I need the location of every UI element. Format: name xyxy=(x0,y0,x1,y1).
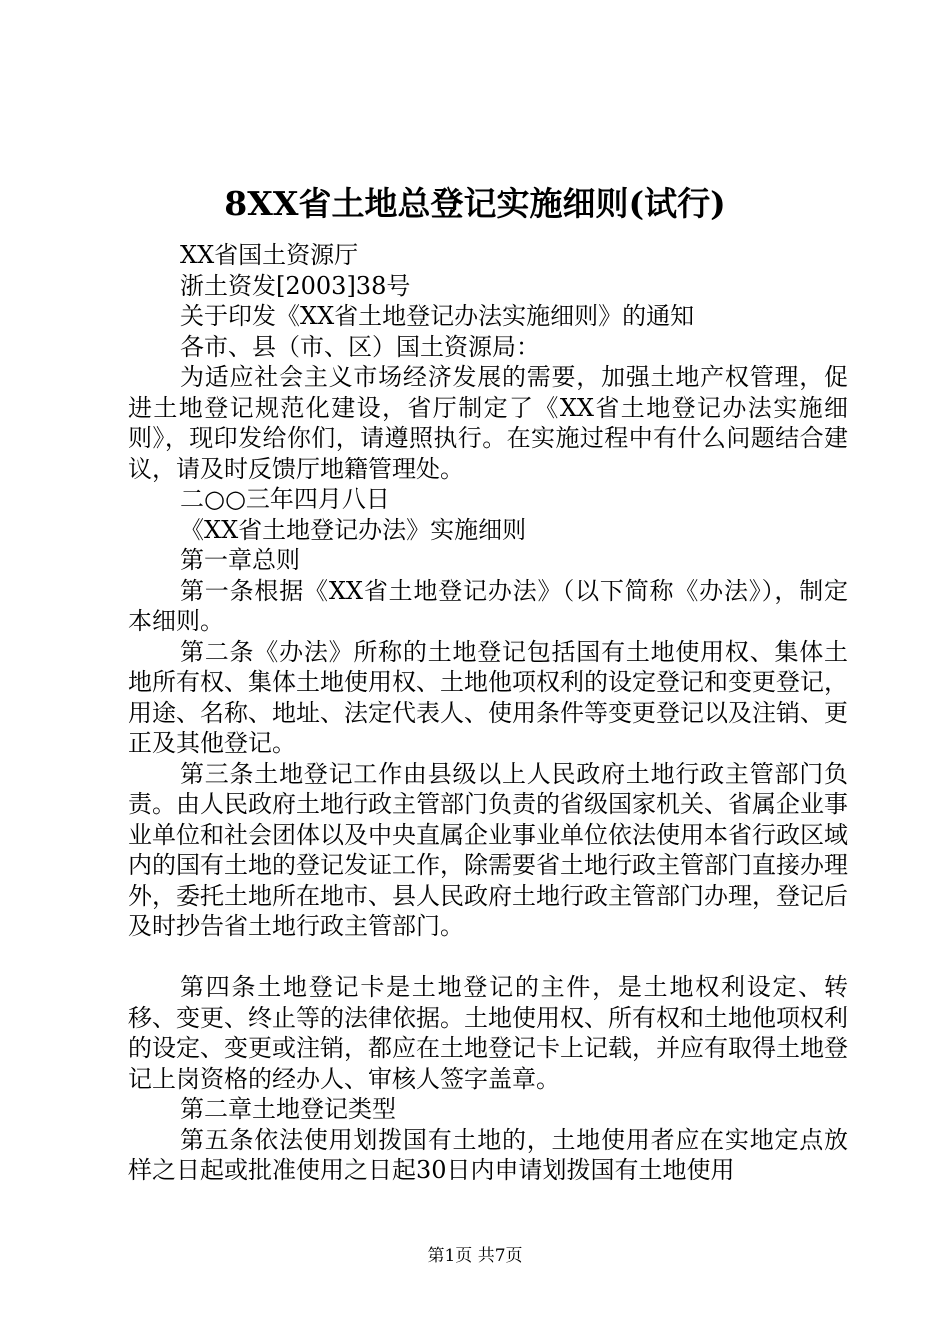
paragraph-article-3: 第三条土地登记工作由县级以上人民政府土地行政主管部门负责。由人民政府土地行政主管部门负责的省级国家机关、省属企业事业单位和社会团体以及中央直属企业事业单位依法使用本省行政区域内的国有土地的登记发证工作，除需要省土地行政主管部门直接办理外，委托土地所在地市、县人民政府土地行政主管部门办理，登记后及时抄告省土地行政主管部门。 xyxy=(128,759,848,940)
paragraph-article-5: 第五条依法使用划拨国有土地的，土地使用者应在实地定点放样之日起或批准使用之日起30日内申请划拨国有土地使用 xyxy=(128,1125,848,1184)
document-title: 8XX省土地总登记实施细则(试行) xyxy=(224,184,726,223)
paragraph-article-1: 第一条根据《XX省土地登记办法》（以下简称《办法》），制定本细则。 xyxy=(128,576,848,635)
paragraph-notice-body: 为适应社会主义市场经济发展的需要，加强土地产权管理，促进土地登记规范化建设，省厅制定了《XX省土地登记办法实施细则》，现印发给你们，请遵照执行。在实施过程中有什么问题结合建议，请及时反馈厅地籍管理处。 xyxy=(128,363,848,483)
paragraph-rules-title: 《XX省土地登记办法》实施细则 xyxy=(180,515,527,544)
paragraph-issuer: XX省国土资源厅 xyxy=(180,241,359,269)
paragraph-article-4: 第四条土地登记卡是土地登记的主件，是土地权利设定、转移、变更、终止等的法律依据。土地使用权、所有权和土地他项权利的设定、变更或注销，都应在土地登记卡上记载，并应有取得土地登记上岗资格的经办人、审核人签字盖章。 xyxy=(128,973,848,1093)
page-footer: 第1页 共7页 xyxy=(427,1246,523,1266)
paragraph-article-2: 第二条《办法》所称的土地登记包括国有土地使用权、集体土地所有权、集体土地使用权、土地他项权利的设定登记和变更登记，用途、名称、地址、法定代表人、使用条件等变更登记以及注销、更正及其他登记。 xyxy=(128,637,848,757)
paragraph-notice-title: 关于印发《XX省土地登记办法实施细则》的通知 xyxy=(180,302,695,330)
paragraph-document-number: 浙土资发[2003]38号 xyxy=(180,271,411,300)
paragraph-chapter-2: 第二章土地登记类型 xyxy=(180,1095,396,1123)
paragraph-recipients: 各市、县（市、区）国土资源局： xyxy=(180,332,540,361)
document-body xyxy=(128,240,848,1186)
paragraph-date: 二○○三年四月八日 xyxy=(180,485,390,513)
paragraph-chapter-1: 第一章总则 xyxy=(180,546,300,574)
